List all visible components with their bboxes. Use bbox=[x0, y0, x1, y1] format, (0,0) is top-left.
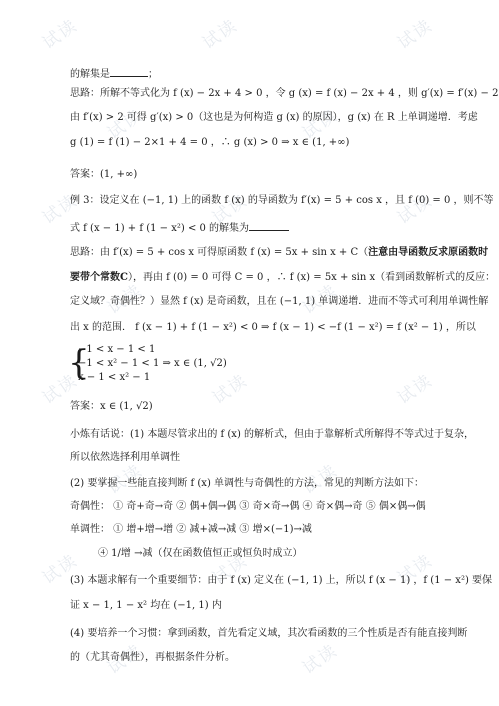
watermark: 试读 bbox=[39, 190, 82, 229]
text-line: 证 x − 1, 1 − x² 均在 (−1, 1) 内 bbox=[70, 600, 222, 611]
text-line: 要带个常数C），再由 f (0) = 0 可得 C = 0 ，∴ f (x) = 5x + sin x（看到函数解析式的反应： bbox=[70, 272, 496, 283]
inequality-system bbox=[70, 343, 270, 385]
watermark: 试读 bbox=[209, 550, 252, 589]
watermark: 试读 bbox=[299, 105, 342, 144]
watermark: 试读 bbox=[104, 640, 147, 679]
text-line: 所以依然选择利用单调性 bbox=[70, 452, 180, 463]
text-line: g (1) = f (1) − 2×1 + 4 = 0 ，∴ g (x) > 0 ⇒ x ∈ (1, +∞) bbox=[70, 137, 350, 148]
text-line: 思路：所解不等式化为 f (x) − 2x + 4 > 0 ，令 g (x) = f (x) − 2x + 4 ，则 g′(x) = f′(x) − 2 bbox=[70, 88, 499, 99]
watermark: 试读 bbox=[299, 640, 342, 679]
answer-line: 答案：(1, +∞) bbox=[70, 169, 138, 180]
answer-blank bbox=[249, 220, 289, 231]
watermark: 试读 bbox=[394, 190, 437, 229]
text-line: 思路：由 f′(x) = 5 + cos x 可得原函数 f (x) = 5x + sin x + C（注意由导函数反求原函数时 bbox=[70, 247, 489, 258]
watermark: 试读 bbox=[394, 550, 437, 589]
watermark: 试读 bbox=[39, 550, 82, 589]
watermark: 试读 bbox=[39, 15, 82, 54]
text-line: (2) 要掌握一些能直接判断 f (x) 单调性与奇偶性的方法，常见的判断方法如下： bbox=[70, 478, 425, 489]
system-row: −1 < x² − 1 < 1 ⇒ x ∈ (1, √2) bbox=[78, 358, 227, 369]
text-line: 定义域？奇偶性？）显然 f (x) 是奇函数，且在 (−1, 1) 单调递增．进而不等式可利用单调性解 bbox=[70, 296, 489, 307]
example-heading: 例 3：设定义在 (−1, 1) 上的函数 f (x) 的导函数为 f′(x) = 5 + cos x ，且 f (0) = 0 ，则不等 bbox=[70, 195, 494, 206]
text-line: 的解集是 ； bbox=[70, 66, 158, 81]
answer-line: 答案：x ∈ (1, √2) bbox=[70, 401, 153, 412]
watermark: 试读 bbox=[299, 460, 342, 499]
text-line: 单调性： ① 增+增→增 ② 减+减→减 ③ 增×(−1)→减 bbox=[70, 524, 312, 535]
watermark: 试读 bbox=[104, 105, 147, 144]
text-line: (3) 本题求解有一个重要细节：由于 f (x) 定义在 (−1, 1) 上，所以 f (x − 1) ，f (1 − x²) 要保 bbox=[70, 575, 493, 586]
text-line: 式 f (x − 1) + f (1 − x²) < 0 的解集为 bbox=[70, 220, 289, 235]
watermark: 试读 bbox=[299, 280, 342, 319]
text-line: 小炼有话说：(1) 本题尽管求出的 f (x) 的解析式，但由于靠解析式所解得不等式过于复杂， bbox=[70, 429, 475, 440]
text-line: 的（尤其奇偶性），再根据条件分析。 bbox=[70, 652, 235, 663]
text-line: 由 f′(x) > 2 可得 g′(x) > 0（这也是为何构造 g (x) 的原因），g (x) 在 R 上单调递增．考虑 bbox=[70, 112, 478, 123]
watermark: 试读 bbox=[209, 190, 252, 229]
watermark: 试读 bbox=[209, 370, 252, 409]
watermark: 试读 bbox=[39, 370, 82, 409]
watermark: 试读 bbox=[199, 15, 242, 54]
brace-icon: { bbox=[68, 343, 90, 383]
text-line: 出 x 的范围． f (x − 1) + f (1 − x²) < 0 ⇒ f (x − 1) < −f (1 − x²) = f (x² − 1) ，所以 bbox=[70, 322, 476, 333]
watermark: 试读 bbox=[394, 15, 437, 54]
answer-blank bbox=[110, 66, 148, 77]
text-line: (4) 要培养一个习惯：拿到函数，首先看定义域，其次看函数的三个性质是否有能直接判断 bbox=[70, 628, 468, 639]
watermark: 试读 bbox=[104, 280, 147, 319]
system-row: x − 1 < x² − 1 bbox=[78, 372, 151, 383]
watermark: 试读 bbox=[104, 460, 147, 499]
watermark: 试读 bbox=[394, 370, 437, 409]
system-row: −1 < x − 1 < 1 bbox=[78, 344, 156, 355]
text-line: 奇偶性： ① 奇+奇→奇 ② 偶+偶→偶 ③ 奇×奇→偶 ④ 奇×偶→奇 ⑤ 偶×偶→偶 bbox=[70, 501, 426, 512]
text-line: ④ 1/增 →减（仅在函数值恒正或恒负时成立） bbox=[98, 548, 303, 559]
